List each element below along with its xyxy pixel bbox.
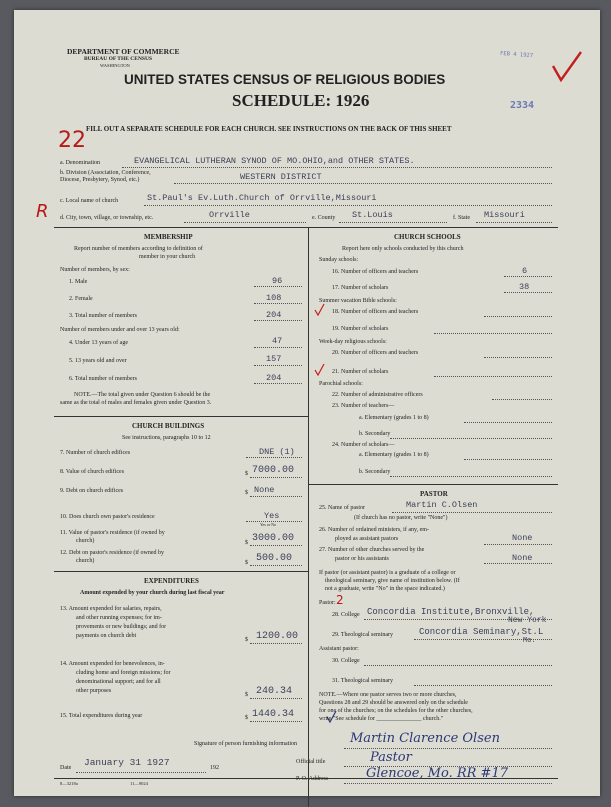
q6-total-value: 204 bbox=[266, 373, 282, 383]
form-number-2: 11—9024 bbox=[130, 781, 148, 786]
q12-label-2: church) bbox=[76, 558, 95, 564]
q1-label: 1. Male bbox=[69, 279, 88, 285]
dollar-sign: $ bbox=[245, 715, 248, 721]
q5-over13-value: 157 bbox=[266, 354, 282, 364]
q24-label: 24. Number of scholars— bbox=[332, 442, 395, 448]
q13block-line: and other running expenses; for im- bbox=[76, 615, 162, 621]
q2-female-value: 108 bbox=[266, 293, 282, 303]
department-name: DEPARTMENT OF COMMERCE bbox=[67, 47, 180, 56]
age-subheading: Number of members under and over 13 years old: bbox=[60, 327, 180, 333]
q14block-line: 14. Amount expended for benevolences, in- bbox=[60, 661, 165, 667]
membership-note-2: same as the total of males and females given under Question 3. bbox=[60, 400, 212, 406]
county-value: St.Louis bbox=[352, 210, 393, 220]
q23-label: 23. Number of teachers— bbox=[332, 403, 395, 409]
q2-label: 2. Female bbox=[69, 296, 93, 302]
q7-edifices-value: DNE (1) bbox=[259, 447, 295, 457]
weekday-subheading: Week-day religious schools: bbox=[319, 339, 387, 345]
q6-label: 6. Total number of members bbox=[69, 376, 137, 382]
noteblock-line: for one of the churches; on the schedules for the other churches, bbox=[319, 708, 473, 714]
q4-under13-value: 47 bbox=[272, 336, 283, 346]
q18-label: 18. Number of officers and teachers bbox=[332, 309, 419, 315]
pastor-subheading: Pastor: bbox=[319, 600, 336, 606]
q17-label: 17. Number of scholars bbox=[332, 285, 389, 291]
q23-secondary-label: b. Secondary bbox=[359, 431, 391, 437]
received-stamp: FEB 4 1927 bbox=[499, 50, 534, 60]
q15-total-value: 1440.34 bbox=[252, 709, 295, 720]
column-divider bbox=[308, 227, 309, 807]
q14block-line: cluding home and foreign missions; for bbox=[76, 670, 171, 676]
college-state-value: New York bbox=[508, 616, 547, 625]
q21-label: 21. Number of scholars bbox=[332, 369, 389, 375]
membership-note: NOTE.—The total given under Question 6 should be the bbox=[74, 392, 211, 398]
q19-label: 19. Number of scholars bbox=[332, 326, 389, 332]
q23-elementary-label: a. Elementary (grades 1 to 8) bbox=[359, 415, 429, 421]
q20-label: 20. Number of officers and teachers bbox=[332, 350, 419, 356]
q30-label: 30. College bbox=[332, 658, 360, 664]
q16-value: 6 bbox=[522, 266, 528, 276]
dollar-sign: $ bbox=[245, 637, 248, 643]
q14-value: 240.34 bbox=[256, 686, 293, 697]
seminary-value: Concordia Seminary,St.L bbox=[419, 627, 544, 637]
q10-value: Yes bbox=[264, 511, 280, 521]
q3-total-value: 204 bbox=[266, 310, 282, 320]
q13block-line: payments on church debt bbox=[76, 633, 137, 639]
red-handwritten-number: 22 bbox=[58, 128, 86, 153]
sunday-subheading: Sunday schools: bbox=[319, 257, 359, 263]
city-label: d. City, town, village, or township, etc. bbox=[60, 215, 154, 221]
dollar-sign: $ bbox=[245, 471, 248, 477]
q7-label: 7. Number of church edifices bbox=[60, 450, 131, 456]
dollar-sign: $ bbox=[245, 490, 248, 496]
division-label: b. Division (Association, Conference, Diocese, Presbytery, Synod, etc.) bbox=[60, 170, 151, 184]
denomination-value: EVANGELICAL LUTHERAN SYNOD OF MO.OHIO,and OTHER STATES. bbox=[134, 156, 415, 166]
red-check-icon bbox=[314, 303, 326, 317]
q25-label: 25. Name of pastor bbox=[319, 505, 365, 511]
q8-label: 8. Value of church edifices bbox=[60, 469, 125, 475]
church-name-value: St.Paul's Ev.Luth.Church of Orrville,Missouri bbox=[147, 193, 377, 203]
red-check-icon bbox=[314, 363, 326, 377]
schedule-title: SCHEDULE: 1926 bbox=[232, 91, 370, 110]
q29-label: 29. Theological seminary bbox=[332, 632, 394, 638]
noteblock-line: NOTE.—Where one pastor serves two or more churches, bbox=[319, 692, 457, 698]
membership-intro-2: member in your church bbox=[139, 254, 196, 260]
q24-elementary-label: a. Elementary (grades 1 to 8) bbox=[359, 452, 429, 458]
q26block-line: 26. Number of ordained ministers, if any, em- bbox=[319, 527, 429, 533]
q4-label: 4. Under 13 years of age bbox=[69, 340, 128, 346]
po-address-value: Glencoe, Mo. RR #17 bbox=[366, 766, 508, 781]
buildings-sub: See instructions, paragraphs 10 to 12 bbox=[122, 435, 211, 441]
q12-label: 12. Debt on pastor's residence (if owned by bbox=[60, 550, 165, 556]
q5-label: 5. 13 years old and over bbox=[69, 358, 127, 364]
college-value: Concordia Institute,Bronxville, bbox=[367, 607, 535, 617]
county-label: e. County bbox=[312, 215, 336, 221]
q11-value: 3000.00 bbox=[252, 533, 295, 544]
q13block-line: 13. Amount expended for salaries, repairs, bbox=[60, 606, 162, 612]
gradblock-line: If pastor (or assistant pastor) is a graduate of a college or bbox=[319, 570, 456, 576]
bureau-city: WASHINGTON bbox=[100, 63, 130, 68]
noteblock-line: Questions 28 and 29 should be answered only on the schedule bbox=[319, 700, 468, 706]
q13-value: 1200.00 bbox=[256, 631, 299, 642]
year-printed: 192 bbox=[210, 765, 219, 771]
summer-subheading: Summer vacation Bible schools: bbox=[319, 298, 397, 304]
q11-label-2: church) bbox=[76, 538, 95, 544]
pastor-heading: PASTOR bbox=[420, 490, 448, 498]
expenditures-sub: Amount expended by your church during last fiscal year bbox=[80, 590, 225, 596]
signature-label: Signature of person furnishing information bbox=[194, 741, 297, 747]
q3-label: 3. Total number of members bbox=[69, 313, 137, 319]
parochial-subheading: Parochial schools: bbox=[319, 381, 363, 387]
q27block-line: 27. Number of other churches served by the bbox=[319, 547, 425, 553]
official-title-value: Pastor bbox=[370, 750, 412, 765]
q26-value: None bbox=[512, 533, 533, 543]
q28-label: 28. College bbox=[332, 612, 360, 618]
q24-secondary-label: b. Secondary bbox=[359, 469, 391, 475]
official-title-label: Official title bbox=[296, 759, 326, 765]
membership-intro: Report number of members according to definition of bbox=[74, 246, 203, 252]
gradblock-line: theological seminary, give name of institution below. (If bbox=[325, 578, 460, 584]
city-value: Orrville bbox=[209, 210, 250, 220]
q22-label: 22. Number of administrative officers bbox=[332, 392, 423, 398]
no-pastor-hint: (If church has no pastor, write "None") bbox=[354, 515, 448, 521]
red-handwritten-2: 2 bbox=[336, 593, 344, 607]
q16-label: 16. Number of officers and teachers bbox=[332, 269, 419, 275]
noteblock-line: write "See schedule for _______________ church." bbox=[319, 716, 444, 722]
q27-value: None bbox=[512, 553, 533, 563]
church-name-label: c. Local name of church bbox=[60, 198, 119, 204]
red-handwritten-r: R bbox=[36, 201, 49, 222]
expenditures-heading: EXPENDITURES bbox=[144, 577, 199, 585]
q8-value: 7000.00 bbox=[252, 465, 295, 476]
q12-value: 500.00 bbox=[256, 553, 293, 564]
gradblock-line: not a graduate, write "No" in the space indicated.) bbox=[325, 586, 445, 592]
date-label: Date bbox=[60, 765, 72, 771]
q31-label: 31. Theological seminary bbox=[332, 678, 394, 684]
dollar-sign: $ bbox=[245, 692, 248, 698]
form-number: 8—3218a bbox=[60, 781, 78, 786]
state-label: f. State bbox=[453, 215, 470, 221]
division-value: WESTERN DISTRICT bbox=[240, 172, 322, 182]
red-check-icon bbox=[549, 50, 585, 90]
pastor-name-value: Martin C.Olsen bbox=[406, 500, 478, 510]
q17-value: 38 bbox=[519, 282, 530, 292]
q9-label: 9. Debt on church edifices bbox=[60, 488, 124, 494]
q11-label: 11. Value of pastor's residence (if owned by bbox=[60, 530, 165, 536]
buildings-heading: CHURCH BUILDINGS bbox=[132, 422, 205, 430]
q10-label: 10. Does church own pastor's residence bbox=[60, 514, 155, 520]
bureau-name: BUREAU OF THE CENSUS bbox=[84, 56, 153, 62]
q9-debt-value: None bbox=[254, 485, 275, 495]
q26block-line: ployed as assistant pastors bbox=[335, 536, 399, 542]
q1-male-value: 96 bbox=[272, 276, 283, 286]
schools-sub: Report here only schools conducted by this church bbox=[342, 246, 464, 252]
dollar-sign: $ bbox=[245, 540, 248, 546]
q13block-line: provements or new buildings; and for bbox=[76, 624, 167, 630]
q14block-line: other purposes bbox=[76, 688, 112, 694]
separate-schedule-instruction: FILL OUT A SEPARATE SCHEDULE FOR EACH CHURCH. SEE INSTRUCTIONS ON THE BACK OF THIS SHEET bbox=[86, 125, 452, 133]
schools-heading: CHURCH SCHOOLS bbox=[394, 233, 461, 241]
date-value: January 31 1927 bbox=[84, 757, 170, 768]
membership-heading: MEMBERSHIP bbox=[144, 233, 193, 241]
frame-top-rule bbox=[54, 227, 558, 228]
q14block-line: denominational support; and for all bbox=[76, 679, 161, 685]
state-value: Missouri bbox=[484, 210, 525, 220]
census-form-sheet bbox=[14, 10, 600, 796]
dollar-sign: $ bbox=[245, 560, 248, 566]
denomination-label: a. Denomination bbox=[60, 160, 100, 166]
q27block-line: pastor or his assistants bbox=[335, 556, 389, 562]
assistant-subheading: Assistant pastor: bbox=[319, 646, 359, 652]
seminary-state-value: Mo. bbox=[523, 637, 536, 645]
form-title: UNITED STATES CENSUS OF RELIGIOUS BODIES bbox=[124, 72, 446, 87]
po-address-label: P. O. Address bbox=[296, 776, 329, 782]
signature-value: Martin Clarence Olsen bbox=[350, 731, 500, 746]
q15-label: 15. Total expenditures during year bbox=[60, 713, 143, 719]
serial-number: 2334 bbox=[510, 100, 535, 111]
yes-no-hint: Yes or No bbox=[260, 522, 277, 527]
sex-subheading: Number of members, by sex: bbox=[60, 267, 130, 273]
